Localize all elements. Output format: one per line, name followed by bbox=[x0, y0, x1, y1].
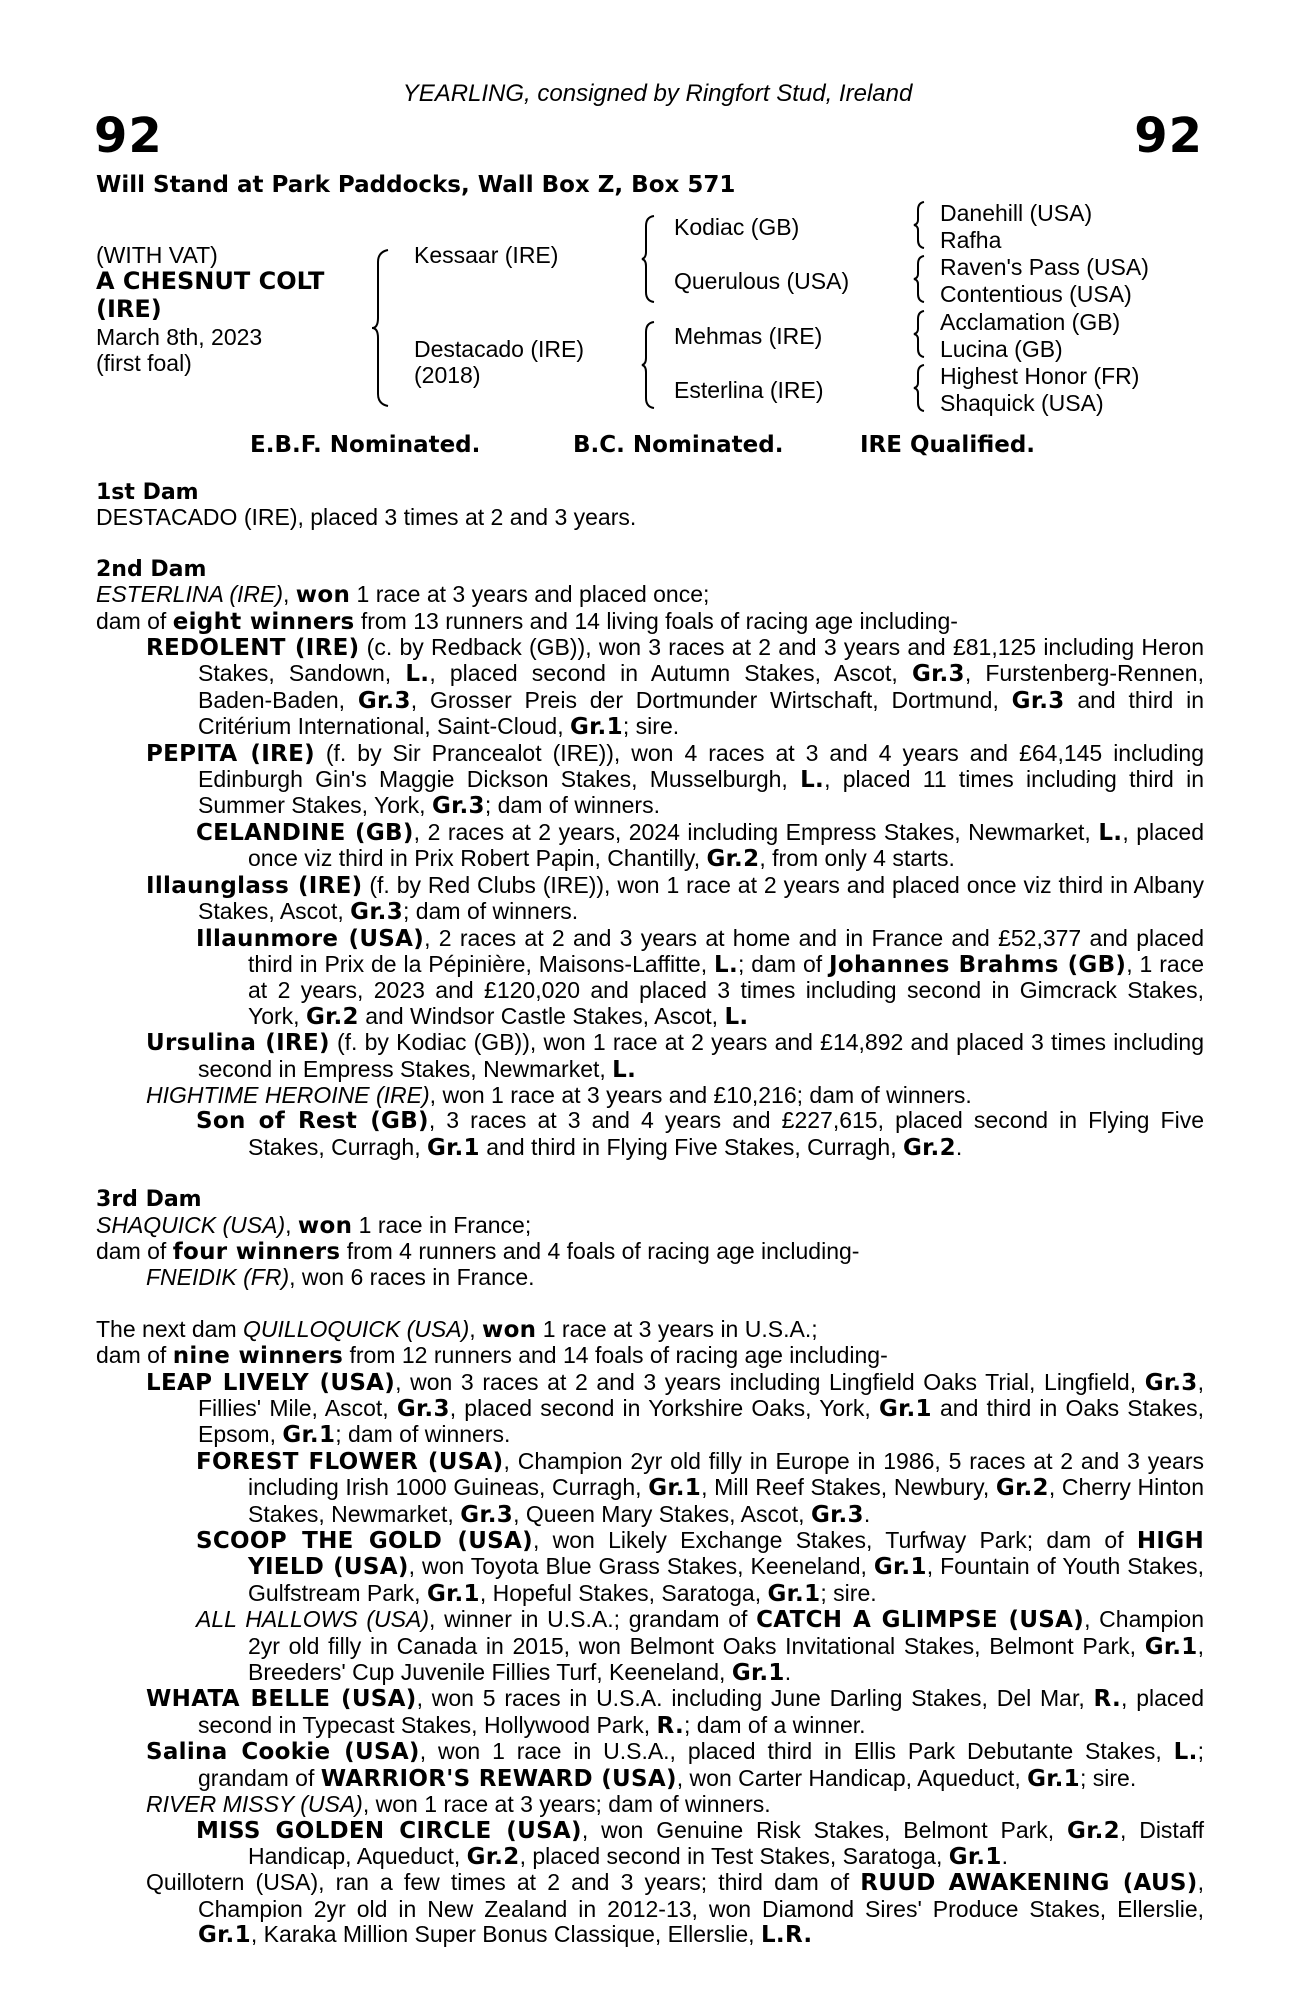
dam: Destacado (IRE) bbox=[414, 336, 585, 362]
next-dam-text: The next dam QUILLOQUICK (USA), won 1 race at 3 years in U.S.A.; bbox=[96, 1315, 818, 1343]
dam-dam: Esterlina (IRE) bbox=[674, 377, 824, 403]
pedigree-brace-gg4 bbox=[912, 363, 930, 413]
gg-1: Danehill (USA) bbox=[940, 200, 1093, 226]
first-foal-note: (first foal) bbox=[96, 350, 192, 376]
first-dam-heading: 1st Dam bbox=[96, 480, 199, 505]
gg-8: Shaquick (USA) bbox=[940, 390, 1104, 416]
list-item: Salina Cookie (USA), won 1 race in U.S.A., placed third in Ellis Park Debutante Stakes, L.; grandam of WARRIOR'S REWARD (USA), won Carter Handicap, Aqueduct, Gr.1; sire. bbox=[146, 1738, 1204, 1792]
gg-5: Acclamation (GB) bbox=[940, 309, 1121, 335]
list-item: Quillotern (USA), ran a few times at 2 and 3 years; third dam of RUUD AWAKENING (AUS), Champion 2yr old in New Zealand in 2012-13, won Diamond Sires' Produce Stakes, Ellerslie, Gr.1, Karaka Million Super Bonus Classique, Ellerslie, L.R. bbox=[146, 1869, 1204, 1949]
list-item: FNEIDIK (FR), won 6 races in France. bbox=[146, 1264, 535, 1291]
next-dam-produce: dam of nine winners from 12 runners and 14 foals of racing age including- bbox=[96, 1342, 888, 1370]
list-item: Illaunglass (IRE) (f. by Red Clubs (IRE)), won 1 race at 2 years and placed once viz third in Albany Stakes, Ascot, Gr.3; dam of winners. bbox=[146, 871, 1204, 926]
list-item: PEPITA (IRE) (f. by Sir Prancealot (IRE)), won 4 races at 3 and 4 years and £64,145 including Edinburgh Gin's Maggie Dickson Stakes, Musselburgh, L., placed 11 times including third in Summer Stakes, York, Gr.3; dam of winners. bbox=[146, 739, 1204, 820]
foaling-date: March 8th, 2023 bbox=[96, 324, 263, 350]
dam-year: (2018) bbox=[414, 362, 481, 388]
horse-name: A CHESNUT COLT bbox=[96, 267, 325, 295]
dam-sire: Mehmas (IRE) bbox=[674, 323, 823, 349]
list-item: MISS GOLDEN CIRCLE (USA), won Genuine Risk Stakes, Belmont Park, Gr.2, Distaff Handicap, Aqueduct, Gr.2, placed second in Test Stakes, Saratoga, Gr.1. bbox=[196, 1816, 1204, 1870]
list-item: ALL HALLOWS (USA), winner in U.S.A.; grandam of CATCH A GLIMPSE (USA), Champion 2yr old filly in Canada in 2015, won Belmont Oaks Invitational Stakes, Belmont Park, Gr.1, Breeders' Cup Juvenile Fillies Turf, Keeneland, Gr.1. bbox=[196, 1606, 1205, 1687]
gg-7: Highest Honor (FR) bbox=[940, 363, 1140, 389]
third-dam-text: SHAQUICK (USA), won 1 race in France; bbox=[96, 1211, 532, 1239]
gg-3: Raven's Pass (USA) bbox=[940, 254, 1149, 280]
consignment-line: YEARLING, consigned by Ringfort Stud, Ireland bbox=[402, 80, 913, 107]
lot-number-right: 92 bbox=[1134, 108, 1203, 164]
pedigree-brace-main bbox=[370, 248, 394, 408]
third-dam-heading: 3rd Dam bbox=[96, 1187, 202, 1213]
second-dam-produce: dam of eight winners from 13 runners and 14 living foals of racing age including- bbox=[96, 607, 958, 635]
stand-location: Will Stand at Park Paddocks, Wall Box Z, Box 571 bbox=[96, 172, 736, 198]
list-item: HIGHTIME HEROINE (IRE), won 1 race at 3 years and £10,216; dam of winners. bbox=[146, 1081, 972, 1108]
gg-2: Rafha bbox=[940, 227, 1002, 253]
ire-qualified: IRE Qualified. bbox=[860, 432, 1036, 458]
list-item: Son of Rest (GB), 3 races at 3 and 4 years and £227,615, placed second in Flying Five Stakes, Curragh, Gr.1 and third in Flying Five Stakes, Curragh, Gr.2. bbox=[196, 1107, 1204, 1161]
list-item: FOREST FLOWER (USA), Champion 2yr old filly in Europe in 1986, 5 races at 2 and 3 years including Irish 1000 Guineas, Curragh, Gr.1, Mill Reef Stakes, Newbury, Gr.2, Cherry Hinton Stakes, Newmarket, Gr.3, Queen Mary Stakes, Ascot, Gr.3. bbox=[196, 1447, 1204, 1528]
vat-note: (WITH VAT) bbox=[96, 242, 218, 268]
pedigree-brace-gg1 bbox=[912, 200, 930, 250]
sire-sire: Kodiac (GB) bbox=[674, 214, 800, 240]
list-item: Ursulina (IRE) (f. by Kodiac (GB)), won 1 race at 2 years and £14,892 and placed 3 times including second in Empress Stakes, Newmarket, L. bbox=[146, 1029, 1204, 1083]
list-item: WHATA BELLE (USA), won 5 races in U.S.A. including June Darling Stakes, Del Mar, R., placed second in Typecast Stakes, Hollywood Park, R.; dam of a winner. bbox=[146, 1685, 1204, 1739]
pedigree-notes bbox=[96, 480, 1204, 1949]
first-dam-text: DESTACADO (IRE), placed 3 times at 2 and 3 years. bbox=[96, 504, 637, 531]
third-dam-produce: dam of four winners from 4 runners and 4 foals of racing age including- bbox=[96, 1237, 860, 1265]
pedigree-brace-gg2 bbox=[912, 254, 930, 304]
second-dam-text: ESTERLINA (IRE), won 1 race at 3 years and placed once; bbox=[96, 581, 710, 609]
list-item: RIVER MISSY (USA), won 1 race at 3 years; dam of winners. bbox=[146, 1791, 771, 1818]
pedigree-brace-sire bbox=[640, 214, 660, 304]
second-dam-heading: 2nd Dam bbox=[96, 556, 207, 582]
bc-nomination: B.C. Nominated. bbox=[573, 432, 784, 458]
gg-4: Contentious (USA) bbox=[940, 281, 1132, 307]
gg-6: Lucina (GB) bbox=[940, 336, 1063, 362]
list-item: SCOOP THE GOLD (USA), won Likely Exchange Stakes, Turfway Park; dam of HIGH YIELD (USA), won Toyota Blue Grass Stakes, Keeneland, Gr.1, Fountain of Youth Stakes, Gulfstream Park, Gr.1, Hopeful Stakes, Saratoga, Gr.1; sire. bbox=[196, 1527, 1205, 1607]
sire-dam: Querulous (USA) bbox=[674, 268, 850, 294]
list-item: CELANDINE (GB), 2 races at 2 years, 2024 including Empress Stakes, Newmarket, L., placed once viz third in Prix Robert Papin, Chantilly, Gr.2, from only 4 starts. bbox=[196, 818, 1204, 873]
horse-country: (IRE) bbox=[96, 295, 162, 323]
sire: Kessaar (IRE) bbox=[414, 242, 559, 268]
list-item: LEAP LIVELY (USA), won 3 races at 2 and 3 years including Lingfield Oaks Trial, Lingfield, Gr.3, Fillies' Mile, Ascot, Gr.3, placed second in Yorkshire Oaks, York, Gr.1 and third in Oaks Stakes, Epsom, Gr.1; dam of winners. bbox=[146, 1368, 1205, 1449]
pedigree-brace-dam bbox=[640, 320, 660, 410]
ebf-nomination: E.B.F. Nominated. bbox=[250, 432, 481, 458]
pedigree-brace-gg3 bbox=[912, 309, 930, 359]
list-item: REDOLENT (IRE) (c. by Redback (GB)), won 3 races at 2 and 3 years and £81,125 including Heron Stakes, Sandown, L., placed second in Autumn Stakes, Ascot, Gr.3, Furstenberg-Rennen, Baden-Baden, Gr.3, Grosser Preis der Dortmunder Wirtschaft, Dortmund, Gr.3 and third in Critérium International, Saint-Cloud, Gr.1; sire. bbox=[146, 634, 1204, 741]
list-item: Illaunmore (USA), 2 races at 2 and 3 years at home and in France and £52,377 and placed third in Prix de la Pépinière, Maisons-Laffitte, L.; dam of Johannes Brahms (GB), 1 race at 2 years, 2023 and £120,020 and placed 3 times including second in Gimcrack Stakes, York, Gr.2 and Windsor Castle Stakes, Ascot, L. bbox=[196, 924, 1204, 1030]
lot-number-left: 92 bbox=[94, 108, 163, 164]
